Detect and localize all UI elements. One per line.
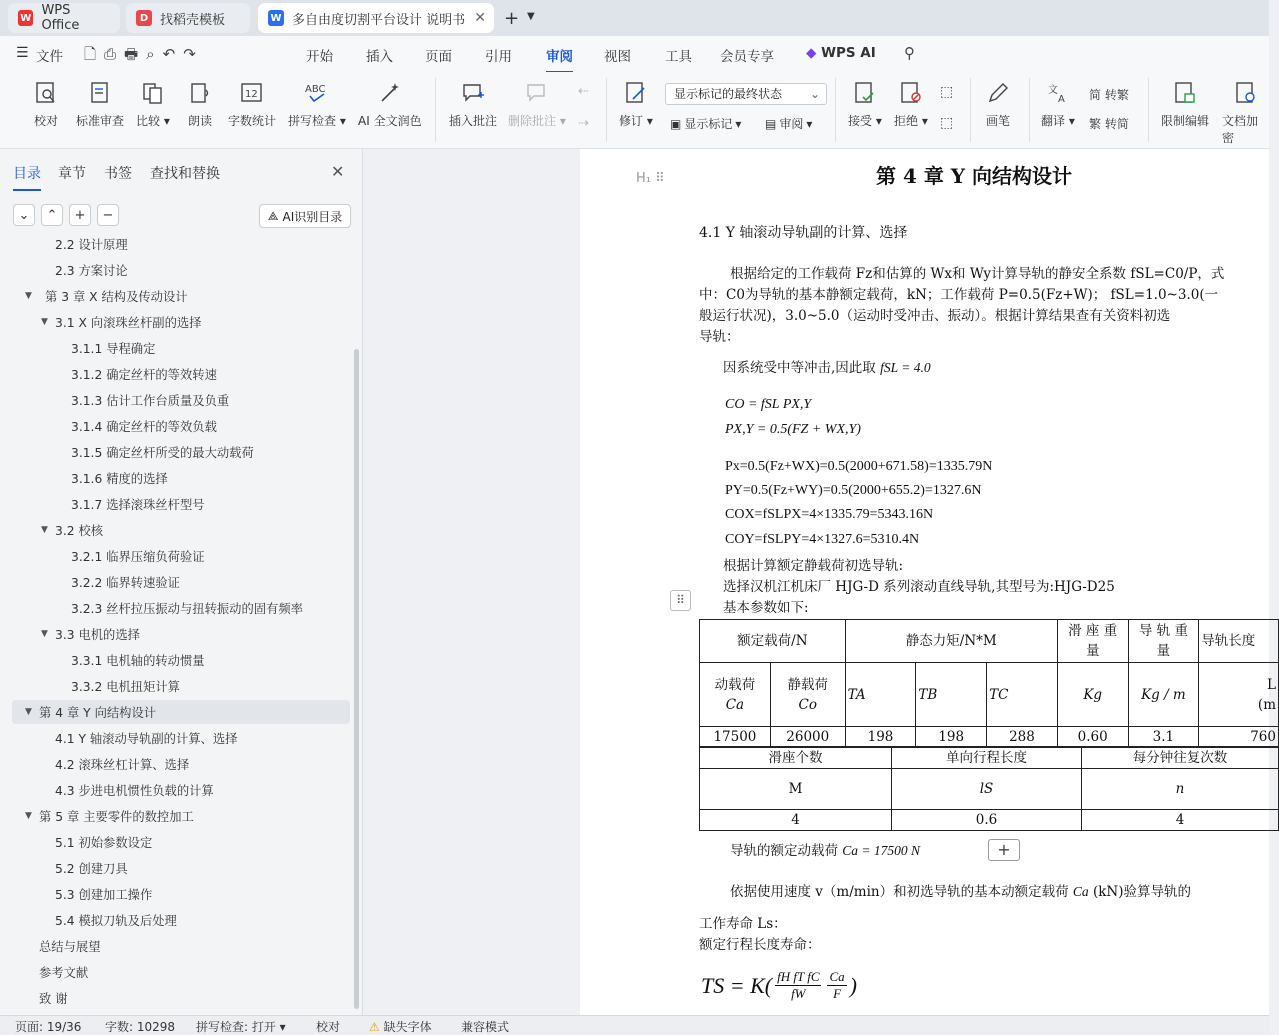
select-text: 选择汉机江机床厂 HJG-D 系列滚动直线导轨,其型号为:HJG-D25 (723, 579, 1115, 595)
table-cell: 4 (700, 810, 892, 831)
next-change-icon[interactable]: ⬚ (940, 115, 954, 131)
toc-item-label: 第 3 章 X 结构及传动设计 (45, 290, 188, 304)
toc-list (0, 239, 355, 1009)
title-tab-bar (0, 0, 1269, 36)
toc-item[interactable] (12, 414, 350, 438)
table-cell: 动载荷 Ca (700, 663, 771, 727)
section-heading: 4.1 Y 轴滚动导轨副的计算、选择 (699, 225, 908, 241)
table-cell: 17500 (700, 727, 771, 748)
quick-access-toolbar[interactable]: 🗋⎙🖶⌕↶↷ (84, 45, 204, 63)
impact-text: 因系统受中等冲击,因此取 fSL = 4.0 (723, 360, 931, 376)
review-pane-icon: ▤ (765, 116, 777, 131)
table-cell: 0.6 (892, 810, 1082, 831)
pen-icon (985, 80, 1011, 106)
remove-heading-button[interactable] (97, 204, 119, 226)
toc-item-label: 3.2.2 临界转速验证 (71, 576, 180, 590)
table-handle-icon[interactable]: ⠿ (670, 590, 691, 611)
ribbon-separator (1029, 78, 1030, 142)
toc-collapse-triangle-icon[interactable]: ▼ (25, 707, 32, 717)
next-comment-icon[interactable]: ⇢ (578, 116, 589, 131)
status-compat[interactable]: 兼容模式 (461, 1020, 510, 1034)
table-cell: 760 (1199, 727, 1279, 748)
rated-load-text: 导轨的额定动载荷 Ca = 17500 N (730, 843, 921, 859)
ai-icon: ⟁ (267, 208, 279, 223)
new-tab-button[interactable]: + (504, 8, 520, 29)
menu-page[interactable]: 页面 (425, 49, 452, 65)
review-pane-button[interactable]: ▤ 审阅 ▾ (765, 116, 813, 131)
delete-comment-button[interactable]: 删除批注 ▾ (508, 80, 566, 129)
heading-marker-icon[interactable]: H₁ ⠿ (636, 171, 665, 186)
table-cell: 0.60 (1057, 727, 1128, 748)
table-cell: 3.1 (1128, 727, 1199, 748)
menu-start[interactable]: 开始 (306, 49, 333, 65)
calc-coy: COY=fSLPY=4×1327.6=5310.4N (725, 532, 920, 547)
toc-item[interactable] (12, 752, 350, 776)
encrypt-button[interactable]: 文档加密 (1222, 80, 1269, 146)
toc-item[interactable] (12, 492, 350, 516)
toc-item-label: 第 4 章 Y 向结构设计 (39, 706, 157, 720)
toc-item-label: 3.1.2 确定丝杆的等效转速 (71, 368, 217, 382)
table-cell: L (m (1199, 663, 1279, 727)
add-heading-button[interactable] (69, 204, 91, 226)
table-cell: TA (845, 663, 916, 727)
encrypt-icon (1233, 80, 1259, 106)
warning-icon: ⚠ (369, 1020, 380, 1034)
toc-item-label: 3.2 校核 (55, 524, 104, 538)
toc-item-label: 3.1.3 估计工作台质量及负重 (71, 394, 230, 408)
accept-button[interactable]: 接受 ▾ (848, 80, 882, 129)
table-cell: 每分钟往复次数 (1082, 747, 1279, 769)
toc-item-label: 参考文献 (39, 966, 89, 980)
menu-insert[interactable]: 插入 (366, 49, 393, 65)
toc-item[interactable] (12, 466, 350, 490)
word-count-button[interactable]: 12 字数统计 (228, 80, 276, 129)
toc-item-label: 3.3.2 电机扭矩计算 (71, 680, 180, 694)
table-cell: lS (892, 769, 1082, 810)
close-tab-icon[interactable]: ✕ (474, 10, 486, 26)
show-markup-button[interactable]: ▣ 显示标记 ▾ (670, 116, 742, 131)
toc-item-label: 3.2.3 丝杆拉压振动与扭转振动的固有频率 (71, 602, 303, 616)
paragraph-line: 中：C0为导轨的基本静额定载荷，kN；工作载荷 P=0.5(Fz+W)； fSL=1.0~3.0(一 (699, 287, 1219, 303)
toc-item-label: 4.1 Y 轴滚动导轨副的计算、选择 (55, 732, 238, 746)
toc-item-label: 3.3.1 电机轴的转动惯量 (71, 654, 205, 668)
compare-icon (140, 80, 166, 106)
guide-motion-table (699, 746, 1279, 831)
toc-item-label: 4.3 步进电机惯性负载的计算 (55, 784, 214, 798)
translate-icon (1045, 80, 1071, 106)
toc-item[interactable] (12, 544, 350, 568)
navigation-pane (0, 149, 363, 1015)
proofread-icon (33, 80, 59, 106)
tab-list-chevron-icon[interactable]: ▼ (527, 11, 535, 22)
wps-ai-icon: ◆ (806, 45, 817, 61)
select-text: 基本参数如下: (723, 600, 809, 616)
toc-item-label: 3.1.1 导程确定 (71, 342, 156, 356)
velocity-text: 依据使用速度 v（m/min）和初选导轨的基本动额定载荷 Ca (kN)验算导轨的 (730, 884, 1191, 900)
menu-member[interactable]: 会员专享 (720, 49, 774, 65)
formula-co: CO = fSL PX,Y (725, 397, 812, 412)
toc-item-label: 2.3 方案讨论 (55, 264, 128, 278)
table-cell: Kg (1057, 663, 1128, 727)
toc-item-label: 第 5 章 主要零件的数控加工 (39, 810, 194, 824)
magic-wand-icon (377, 80, 403, 106)
tab-find-replace[interactable]: 查找和替换 (150, 166, 220, 182)
ribbon-separator (435, 78, 436, 142)
tab-document[interactable]: W 多自由度切割平台设计 说明书 ✕ (258, 3, 494, 33)
table-cell: 单向行程长度 (892, 747, 1082, 769)
table-cell: 4 (1082, 810, 1279, 831)
ai-polish-button[interactable]: AI 全文润色 (358, 80, 422, 129)
spell-check-icon (304, 80, 330, 106)
menu-bar (0, 36, 1269, 72)
ai-identify-toc-button[interactable]: ⟁ AI识别目录 (259, 204, 351, 228)
status-bar (0, 1015, 1269, 1034)
toc-item[interactable] (12, 778, 350, 802)
toc-item[interactable] (12, 726, 350, 750)
select-text: 根据计算额定静载荷初选导轨: (723, 558, 904, 574)
menu-view[interactable]: 视图 (604, 49, 631, 65)
toc-item[interactable] (12, 856, 350, 880)
toc-item[interactable] (12, 440, 350, 464)
table-cell: 导轨长度 (1199, 620, 1279, 663)
toc-collapse-triangle-icon[interactable]: ▼ (25, 291, 32, 301)
toc-item[interactable] (12, 986, 350, 1010)
daoke-logo-icon: D (136, 10, 152, 26)
table-cell: 198 (916, 727, 987, 748)
read-aloud-icon (187, 80, 213, 106)
toc-item[interactable] (12, 258, 350, 282)
toc-item-label: 5.2 创建刀具 (55, 862, 128, 876)
menu-wps-ai[interactable]: ◆ WPS AI (806, 45, 876, 61)
toc-item[interactable] (12, 362, 350, 386)
toc-item-label: 3.1.7 选择滚珠丝杆型号 (71, 498, 205, 512)
toc-collapse-triangle-icon[interactable]: ▼ (25, 811, 32, 821)
toc-item-label: 3.1.6 精度的选择 (71, 472, 168, 486)
table-cell: TB (916, 663, 987, 727)
menu-review[interactable]: 审阅 (546, 45, 573, 65)
ribbon-separator (606, 78, 607, 142)
track-changes-icon (623, 80, 649, 106)
toc-item-label: 3.1.5 确定丝杆所受的最大动载荷 (71, 446, 254, 460)
life-text: 工作寿命 Ls： (699, 916, 787, 932)
chevron-up-icon: ⌃ (46, 207, 58, 223)
toc-item[interactable] (12, 232, 350, 256)
delete-comment-icon (524, 80, 550, 106)
prev-comment-icon[interactable]: ⇠ (578, 84, 589, 99)
toc-item[interactable] (12, 700, 350, 724)
to-simplified-button[interactable]: 繁 转简 (1089, 117, 1129, 131)
tab-toc[interactable]: 目录 (13, 163, 41, 183)
toc-item-label: 总结与展望 (39, 940, 101, 954)
toc-item[interactable] (12, 804, 350, 828)
status-proof[interactable]: 校对 (316, 1020, 341, 1034)
calc-cox: COX=fSLPX=4×1335.79=5343.16N (725, 507, 934, 522)
menu-references[interactable]: 引用 (485, 49, 512, 65)
toc-item-label: 致 谢 (39, 992, 68, 1006)
toc-item[interactable] (12, 596, 350, 620)
toc-item[interactable] (12, 622, 350, 646)
calc-px: Px=0.5(Fz+WX)=0.5(2000+671.58)=1335.79N (725, 459, 993, 474)
toc-item[interactable] (12, 908, 350, 932)
reject-icon (898, 80, 924, 106)
menu-tools[interactable]: 工具 (665, 49, 692, 65)
table-cell: 26000 (770, 727, 845, 748)
toc-item-label: 5.1 初始参数设定 (55, 836, 153, 850)
minus-icon: − (102, 207, 114, 223)
accept-icon (852, 80, 878, 106)
toc-collapse-triangle-icon[interactable]: ▼ (41, 629, 48, 639)
show-markup-icon: ▣ (670, 116, 682, 131)
toc-item[interactable] (12, 518, 350, 542)
prev-change-icon[interactable]: ⬚ (940, 84, 954, 100)
table-cell: M (700, 769, 892, 810)
toc-item-label: 3.2.1 临界压缩负荷验证 (71, 550, 205, 564)
ribbon-review (0, 72, 1269, 149)
toc-item[interactable] (12, 830, 350, 854)
ribbon-separator (970, 78, 971, 142)
toc-item-label: 5.4 模拟刀轨及后处理 (55, 914, 177, 928)
paragraph-line: 根据给定的工作载荷 Fz和估算的 Wx和 Wy计算导轨的静安全系数 fSL=C0/P，式 (730, 266, 1225, 282)
markup-mode-select[interactable]: 显示标记的最终状态 ⌄ (665, 83, 827, 105)
translate-button[interactable]: 文 A 翻译 ▾ (1041, 80, 1075, 129)
calc-py: PY=0.5(Fz+WY)=0.5(2000+655.2)=1327.6N (725, 483, 982, 498)
toc-item-label: 3.1 X 向滚珠丝杆副的选择 (55, 316, 202, 330)
toc-item[interactable] (12, 674, 350, 698)
toc-item[interactable] (12, 648, 350, 672)
paragraph-line: 般运行状况)，3.0~5.0（运动时受冲击、振动）。根据计算结果查有关资料初选 (699, 308, 1171, 324)
tab-chapters[interactable]: 章节 (58, 166, 86, 182)
standard-review-button[interactable]: 标准审查 (76, 80, 124, 129)
toc-item[interactable] (12, 570, 350, 594)
toc-collapse-triangle-icon[interactable]: ▼ (41, 317, 48, 327)
insert-comment-icon (460, 80, 486, 106)
ribbon-separator (1148, 78, 1149, 142)
svg-text:ABC: ABC (304, 84, 326, 95)
search-icon[interactable]: ⚲ (904, 44, 915, 62)
table-cell: 288 (987, 727, 1058, 748)
standard-review-icon (87, 80, 113, 106)
hamburger-menu-icon[interactable]: ☰ (16, 45, 29, 61)
word-count-icon (239, 80, 265, 106)
toc-item[interactable] (12, 960, 350, 984)
tab-bookmarks[interactable]: 书签 (104, 166, 132, 182)
table-cell: 导 轨 重 量 (1128, 620, 1199, 663)
read-aloud-button[interactable]: 朗读 (187, 80, 213, 129)
toc-item-label: 4.2 滚珠丝杠计算、选择 (55, 758, 190, 772)
svg-text:A: A (1057, 94, 1065, 105)
insert-comment-button[interactable]: 插入批注 (449, 80, 497, 129)
menu-file[interactable]: 文件 (36, 49, 63, 65)
tab-daoke-templates[interactable]: D 找稻壳模板 (126, 3, 250, 33)
compare-button[interactable]: 比较 ▾ (136, 80, 170, 129)
collapse-all-button[interactable] (13, 204, 35, 226)
revise-button[interactable]: 修订 ▾ (619, 80, 653, 129)
toc-item[interactable] (12, 336, 350, 360)
toc-item[interactable] (12, 284, 350, 308)
toc-item-label: 3.3 电机的选择 (55, 628, 140, 642)
table-cell: 静态力矩/N*M (845, 620, 1057, 663)
canvas-background (363, 149, 580, 1015)
svg-text:12: 12 (245, 89, 258, 100)
toc-collapse-triangle-icon[interactable]: ▼ (41, 525, 48, 535)
table-cell: 198 (845, 727, 916, 748)
wps-logo-icon: W (18, 10, 33, 26)
restrict-edit-button[interactable]: 限制编辑 (1161, 80, 1209, 129)
table-cell: n (1082, 769, 1279, 810)
table-cell: 滑座个数 (700, 747, 892, 769)
status-spell[interactable]: 拼写检查: 打开 ▾ (196, 1020, 286, 1034)
add-row-button[interactable]: + (988, 839, 1020, 861)
plus-icon: + (74, 207, 86, 223)
chevron-down-icon: ⌄ (18, 207, 30, 223)
table-cell: 额定载荷/N (700, 620, 846, 663)
status-missing-font[interactable]: ⚠ 缺失字体 (369, 1020, 432, 1034)
spell-check-button[interactable]: ABC 拼写检查 ▾ (288, 80, 346, 129)
table-cell: 滑 座 重 量 (1057, 620, 1128, 663)
toc-item[interactable] (12, 934, 350, 958)
proofread-button[interactable]: 校对 (33, 80, 59, 129)
table-cell: Kg / m (1128, 663, 1199, 727)
status-page[interactable]: 页面: 19/36 (15, 1020, 82, 1034)
formula-pxy: PX,Y = 0.5(FZ + WX,Y) (725, 422, 861, 437)
reject-button[interactable]: 拒绝 ▾ (894, 80, 928, 129)
toc-item-label: 2.2 设计原理 (55, 238, 128, 252)
status-words[interactable]: 字数: 10298 (105, 1020, 176, 1034)
guide-param-table (699, 619, 1279, 748)
pen-button[interactable]: 画笔 (985, 80, 1011, 129)
toc-item-label: 3.1.4 确定丝杆的等效负载 (71, 420, 217, 434)
table-cell: TC (987, 663, 1058, 727)
life-formula: TS = K( fH fT fC fW Ca F ) (701, 969, 857, 1001)
table-cell: 静载荷 Co (770, 663, 845, 727)
rated-life-text: 额定行程长度寿命： (699, 937, 821, 953)
ribbon-separator (835, 78, 836, 142)
to-traditional-button[interactable]: 简 转繁 (1089, 88, 1129, 102)
svg-text:文: 文 (1047, 85, 1058, 96)
toc-item[interactable] (12, 388, 350, 412)
tab-wps-office[interactable]: W WPS Office (8, 3, 120, 33)
chevron-down-icon: ⌄ (809, 87, 820, 101)
document-page (580, 149, 1276, 1015)
writer-logo-icon: W (268, 10, 284, 26)
toc-item[interactable] (12, 310, 350, 334)
expand-up-button[interactable] (41, 204, 63, 226)
toc-item-label: 5.3 创建加工操作 (55, 888, 153, 902)
toc-item[interactable] (12, 882, 350, 906)
paragraph-line: 导轨： (699, 329, 740, 345)
toc-scrollbar[interactable] (354, 349, 359, 1009)
chapter-title: 第 4 章 Y 向结构设计 (876, 164, 1073, 188)
close-pane-icon[interactable]: ✕ (331, 162, 345, 181)
lock-document-icon (1172, 80, 1198, 106)
